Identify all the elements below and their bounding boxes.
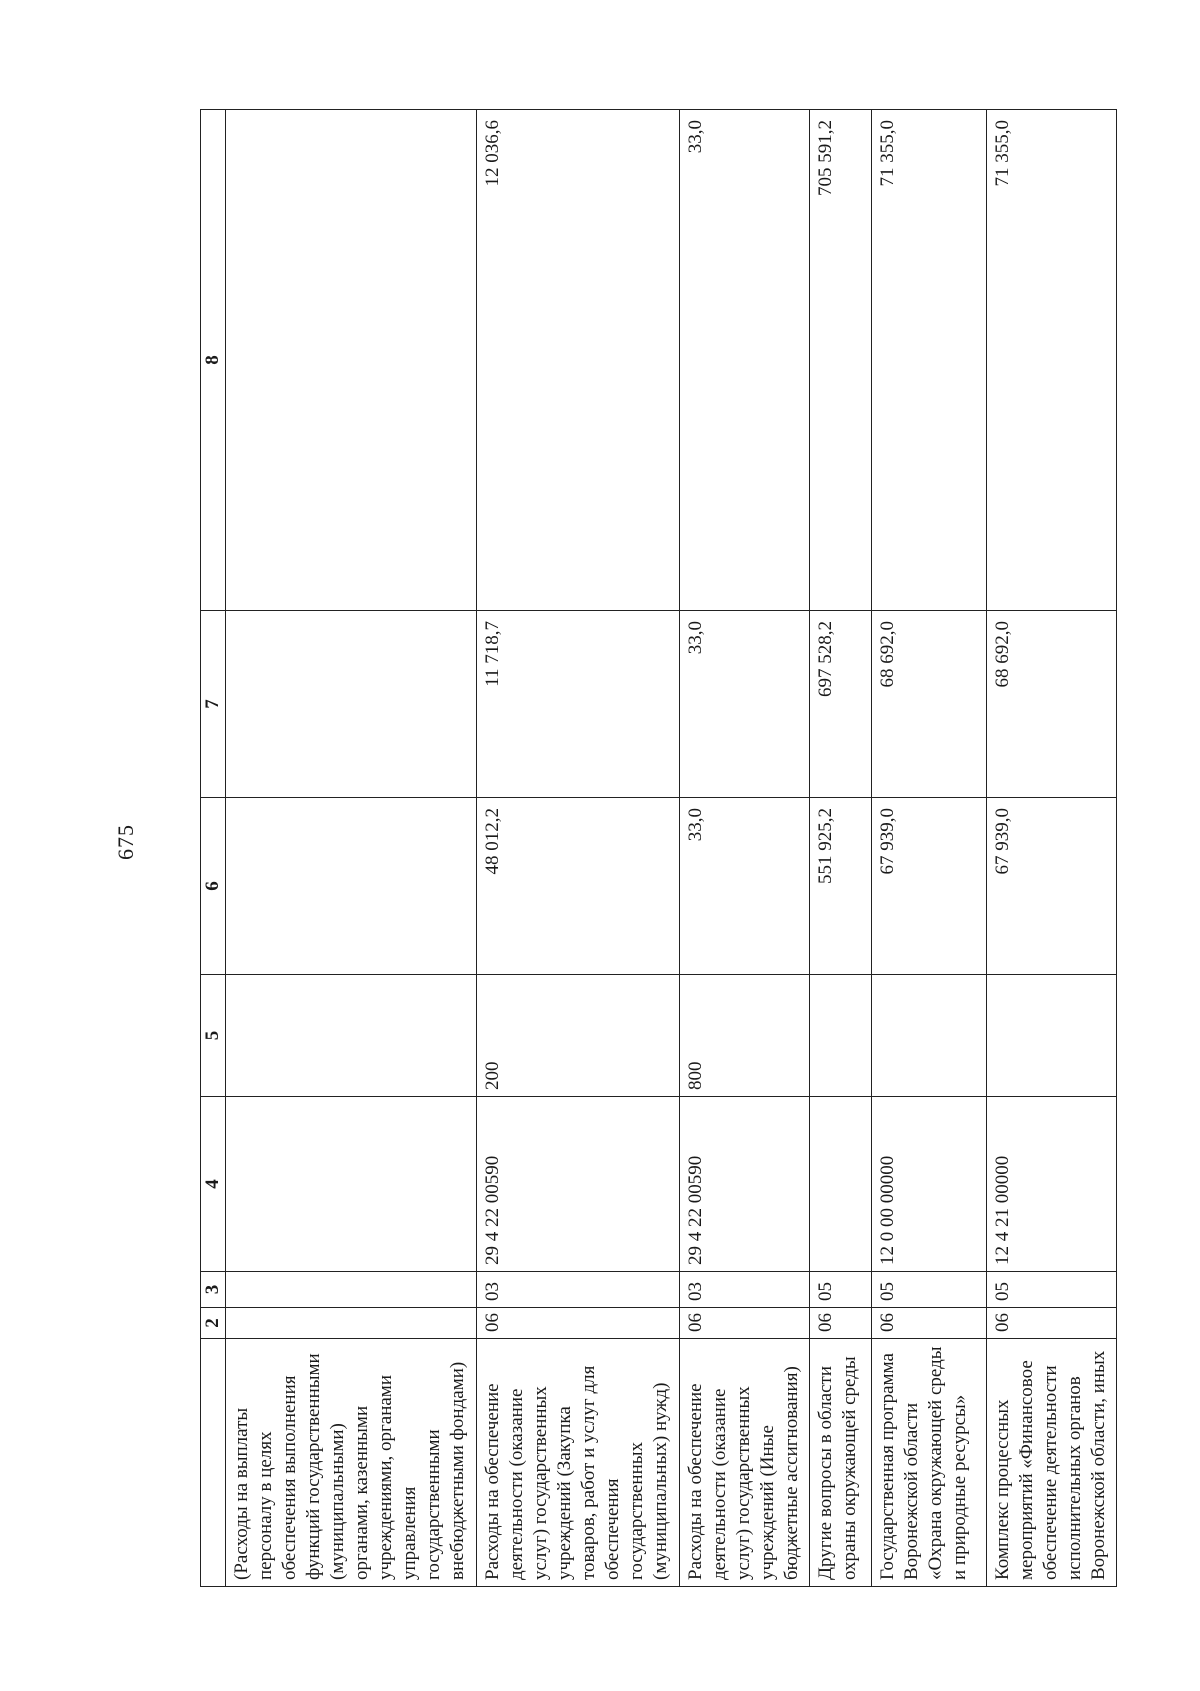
row-target-cell: 29 4 22 00590	[679, 1097, 809, 1272]
row-target-cell	[809, 1097, 871, 1272]
row-section-cell: 06	[679, 1308, 809, 1339]
row-value-7-cell: 697 528,2	[809, 611, 871, 798]
row-name-cell: Расходы на обеспечение деятельности (оказание услуг) государственных учреждений (Закупка товаров, работ и услуг для обеспечения государственных (муниципальных) нужд)	[477, 1339, 680, 1587]
header-cell-6: 6	[201, 798, 226, 975]
header-cell-8: 8	[201, 110, 226, 611]
table-row	[226, 110, 477, 1587]
row-value-6-cell	[226, 798, 477, 975]
row-subsection-cell	[226, 1272, 477, 1308]
row-value-6-cell: 48 012,2	[477, 798, 680, 975]
header-cell-5: 5	[201, 975, 226, 1097]
row-target-cell	[226, 1097, 477, 1272]
row-expense-type-cell: 200	[477, 975, 680, 1097]
row-value-8-cell: 71 355,0	[986, 110, 1116, 611]
row-name-cell: Другие вопросы в области охраны окружающей среды	[809, 1339, 871, 1587]
row-name-cell: (Расходы на выплаты персоналу в целях обеспечения выполнения функций государственными (муниципальными) органами, казенными учреждениями, органами управления государственными внебюджетными фондами)	[226, 1339, 477, 1587]
row-value-7-cell: 33,0	[679, 611, 809, 798]
table-row	[872, 110, 987, 1587]
table-row	[477, 110, 680, 1587]
row-value-7-cell	[226, 611, 477, 798]
row-target-cell: 12 0 00 00000	[872, 1097, 987, 1272]
row-value-8-cell	[226, 110, 477, 611]
header-cell-7: 7	[201, 611, 226, 798]
row-expense-type-cell: 800	[679, 975, 809, 1097]
row-target-cell: 12 4 21 00000	[986, 1097, 1116, 1272]
row-expense-type-cell	[809, 975, 871, 1097]
row-expense-type-cell	[986, 975, 1116, 1097]
budget-table	[200, 109, 1117, 1587]
row-value-8-cell: 12 036,6	[477, 110, 680, 611]
row-subsection-cell: 05	[872, 1272, 987, 1308]
row-expense-type-cell	[872, 975, 987, 1097]
row-value-6-cell: 67 939,0	[872, 798, 987, 975]
row-value-7-cell: 68 692,0	[986, 611, 1116, 798]
row-section-cell: 06	[986, 1308, 1116, 1339]
row-value-8-cell: 33,0	[679, 110, 809, 611]
row-target-cell: 29 4 22 00590	[477, 1097, 680, 1272]
row-value-7-cell: 68 692,0	[872, 611, 987, 798]
row-value-8-cell: 705 591,2	[809, 110, 871, 611]
row-expense-type-cell	[226, 975, 477, 1097]
row-section-cell: 06	[477, 1308, 680, 1339]
row-name-cell: Государственная программа Воронежской области «Охрана окружающей среды и природные ресурсы»	[872, 1339, 987, 1587]
row-value-6-cell: 33,0	[679, 798, 809, 975]
row-value-6-cell: 67 939,0	[986, 798, 1116, 975]
table-container	[200, 110, 1117, 1587]
row-subsection-cell: 05	[986, 1272, 1116, 1308]
table-row	[679, 110, 809, 1587]
row-value-6-cell: 551 925,2	[809, 798, 871, 975]
row-name-cell: Расходы на обеспечение деятельности (оказание услуг) государственных учреждений (Иные бюджетные ассигнования)	[679, 1339, 809, 1587]
table-header-row	[201, 110, 226, 1587]
row-section-cell: 06	[809, 1308, 871, 1339]
row-value-7-cell: 11 718,7	[477, 611, 680, 798]
row-subsection-cell: 05	[809, 1272, 871, 1308]
header-cell-3: 3	[201, 1272, 226, 1308]
table-row	[986, 110, 1116, 1587]
table-row	[809, 110, 871, 1587]
row-section-cell	[226, 1308, 477, 1339]
header-cell-name	[201, 1339, 226, 1587]
row-section-cell: 06	[872, 1308, 987, 1339]
row-name-cell: Комплекс процессных мероприятий «Финансовое обеспечение деятельности исполнительных органов Воронежской области, иных	[986, 1339, 1116, 1587]
row-subsection-cell: 03	[679, 1272, 809, 1308]
header-cell-4: 4	[201, 1097, 226, 1272]
page-number: 675	[113, 824, 138, 860]
row-value-8-cell: 71 355,0	[872, 110, 987, 611]
row-subsection-cell: 03	[477, 1272, 680, 1308]
header-cell-2: 2	[201, 1308, 226, 1339]
